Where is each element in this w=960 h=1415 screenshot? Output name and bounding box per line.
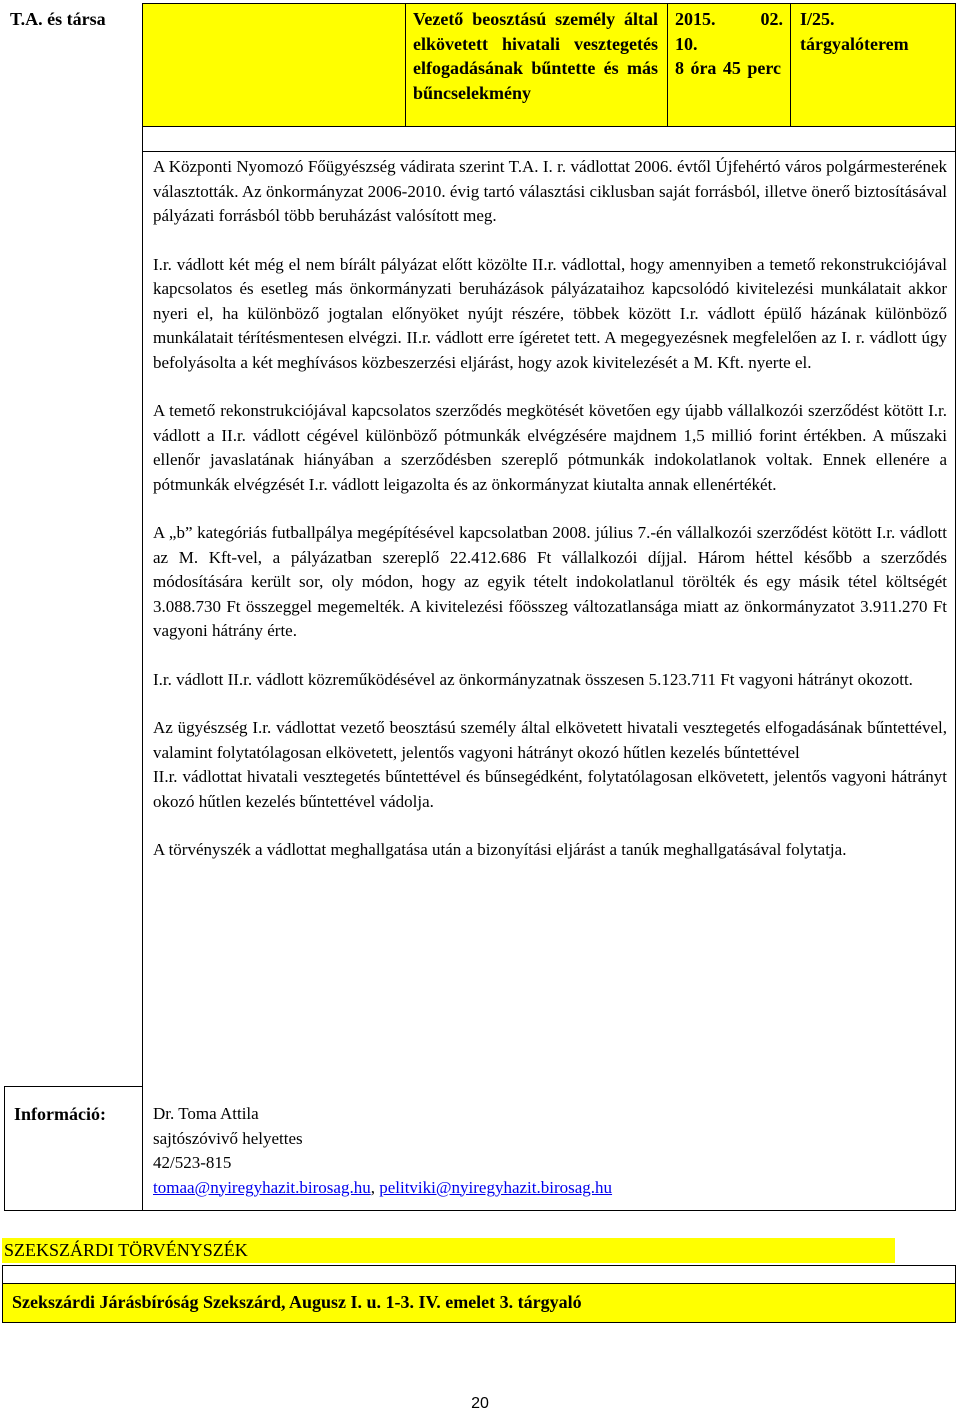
court-name: SZEKSZÁRDI TÖRVÉNYSZÉK: [4, 1240, 248, 1260]
contact-phone: 42/523-815: [153, 1153, 232, 1172]
charge-paragraph-2: II.r. vádlottat hivatali vesztegetés bűntettével és bűnsegédként, folytatólagosan elkövetett, jelentős vagyoni hátrányt okozó hűtlen kezelés bűntettével vádolja.: [153, 767, 947, 811]
page-number: 20: [471, 1395, 489, 1412]
contact-name: Dr. Toma Attila: [153, 1104, 259, 1123]
summary-paragraph: I.r. vádlott két még el nem bírált pályázat előtt közölte II.r. vádlottal, hogy amennyiben a temető rekonstrukciójával kapcsolatos és esetleg más önkormányzati beruházások pályázataihoz kapcsolódó kivitelezési munkálatait akkor nyeri el, ha különböző jogtalan előnyöket nyújt részére, többek között I.r. vádlott épülő házának különböző munkálatait térítésmentesen elvégzi. II.r. vádlott erre ígéretet tett. A megegyezésnek megfelelően az I. r. vádlott úgy befolyásolta a két meghívásos közbeszerzési eljárást, hogy azok kivitelezését a M. Kft. nyerte el.: [153, 254, 947, 372]
email-separator: ,: [370, 1177, 380, 1197]
court-location: Szekszárdi Járásbíróság Szekszárd, Augusz I. u. 1-3. IV. emelet 3. tárgyaló: [12, 1292, 582, 1312]
charge-paragraph-1: Az ügyészség I.r. vádlottat vezető beosztású személy által elkövetett hivatali vesztegetés elfogadásának bűntettével, valamint folytatólagosan elkövetett, jelentős vagyoni hátrányt okozó hűtlen kezelés bűntettével: [153, 718, 947, 762]
contact-role: sajtószóvivő helyettes: [153, 1128, 303, 1148]
defendant-name: T.A. és társa: [10, 9, 106, 29]
summary-paragraph: A temető rekonstrukciójával kapcsolatos szerződés megkötését követően egy újabb vállalkozói szerződést kötött I.r. vádlott a II.r. vádlott cégével különböző pótmunkák elvégzésére majdnem 1,5 millió forint értékben. A műszaki ellenőr javaslatának hiányában a szerződésben szereplő pótmunkák indokolatlanok voltak. Ennek ellenére a pótmunkák elvégzését I.r. vádlott leigazolta és az önkormányzat kiutalta annak ellenértékét.: [153, 401, 947, 494]
summary-paragraph: I.r. vádlott II.r. vádlott közreműködésével az önkormányzatnak összesen 5.123.711 Ft vagyoni hátrányt okozott.: [153, 669, 913, 689]
email-link-1[interactable]: tomaa@nyiregyhazit.birosag.hu: [153, 1177, 371, 1197]
location-row: [3, 1284, 955, 1322]
room-label: tárgyalóterem: [800, 33, 909, 54]
charge-description: Vezető beosztású személy által elkövetett hivatali vesztegetés elfogadásának bűntette és más bűncselekmény: [413, 9, 658, 103]
contact-block: [153, 1102, 947, 1200]
hearing-time: [675, 56, 781, 81]
closing-paragraph: A törvényszék a vádlottat meghallgatása után a bizonyítási eljárást a tanúk meghallgatásával folytatja.: [153, 840, 847, 859]
hearing-room: [800, 7, 950, 56]
info-label: Információ:: [14, 1104, 106, 1124]
summary-paragraph: A Központi Nyomozó Főügyészség vádirata szerint T.A. I. r. vádlottat 2006. évtől Újfehértó város polgármesterének választották. Az önkormányzat 2006-2010. évig tartó választási ciklusban saját forrásból, illetve önerő biztosításával pályázati forrásból több beruházást valósított meg.: [153, 157, 947, 225]
summary-paragraph: A „b” kategóriás futballpálya megépítésével kapcsolatban 2008. július 7.-én vállalkozói szerződést kötött I.r. vádlott az M. Kft-vel, a pályázatban szereplő 22.412.686 Ft vállalkozói díjjal. Három héttel később a szerződés módosítására került sor, oly módon, hogy az egyik tételt indokolatlanul törölték és egy másik tétel költségét 3.088.730 Ft összeggel megemelték. A kivitelezési főösszeg változatlansága miatt az önkormányzatot 3.911.270 Ft vagyoni hátrány érte.: [153, 523, 947, 640]
hearing-date-line2: 10.: [675, 33, 698, 54]
court-name-banner: [2, 1238, 895, 1263]
hearing-date: [675, 7, 783, 81]
hearing-date-line1: 2015. 02.: [675, 9, 783, 29]
hearing-time-text: 8 óra 45 perc: [675, 58, 781, 78]
room-number: I/25.: [800, 9, 835, 29]
case-summary: [153, 155, 947, 863]
email-link-2[interactable]: pelitviki@nyiregyhazit.birosag.hu: [379, 1177, 613, 1197]
contact-emails: [153, 1176, 947, 1201]
